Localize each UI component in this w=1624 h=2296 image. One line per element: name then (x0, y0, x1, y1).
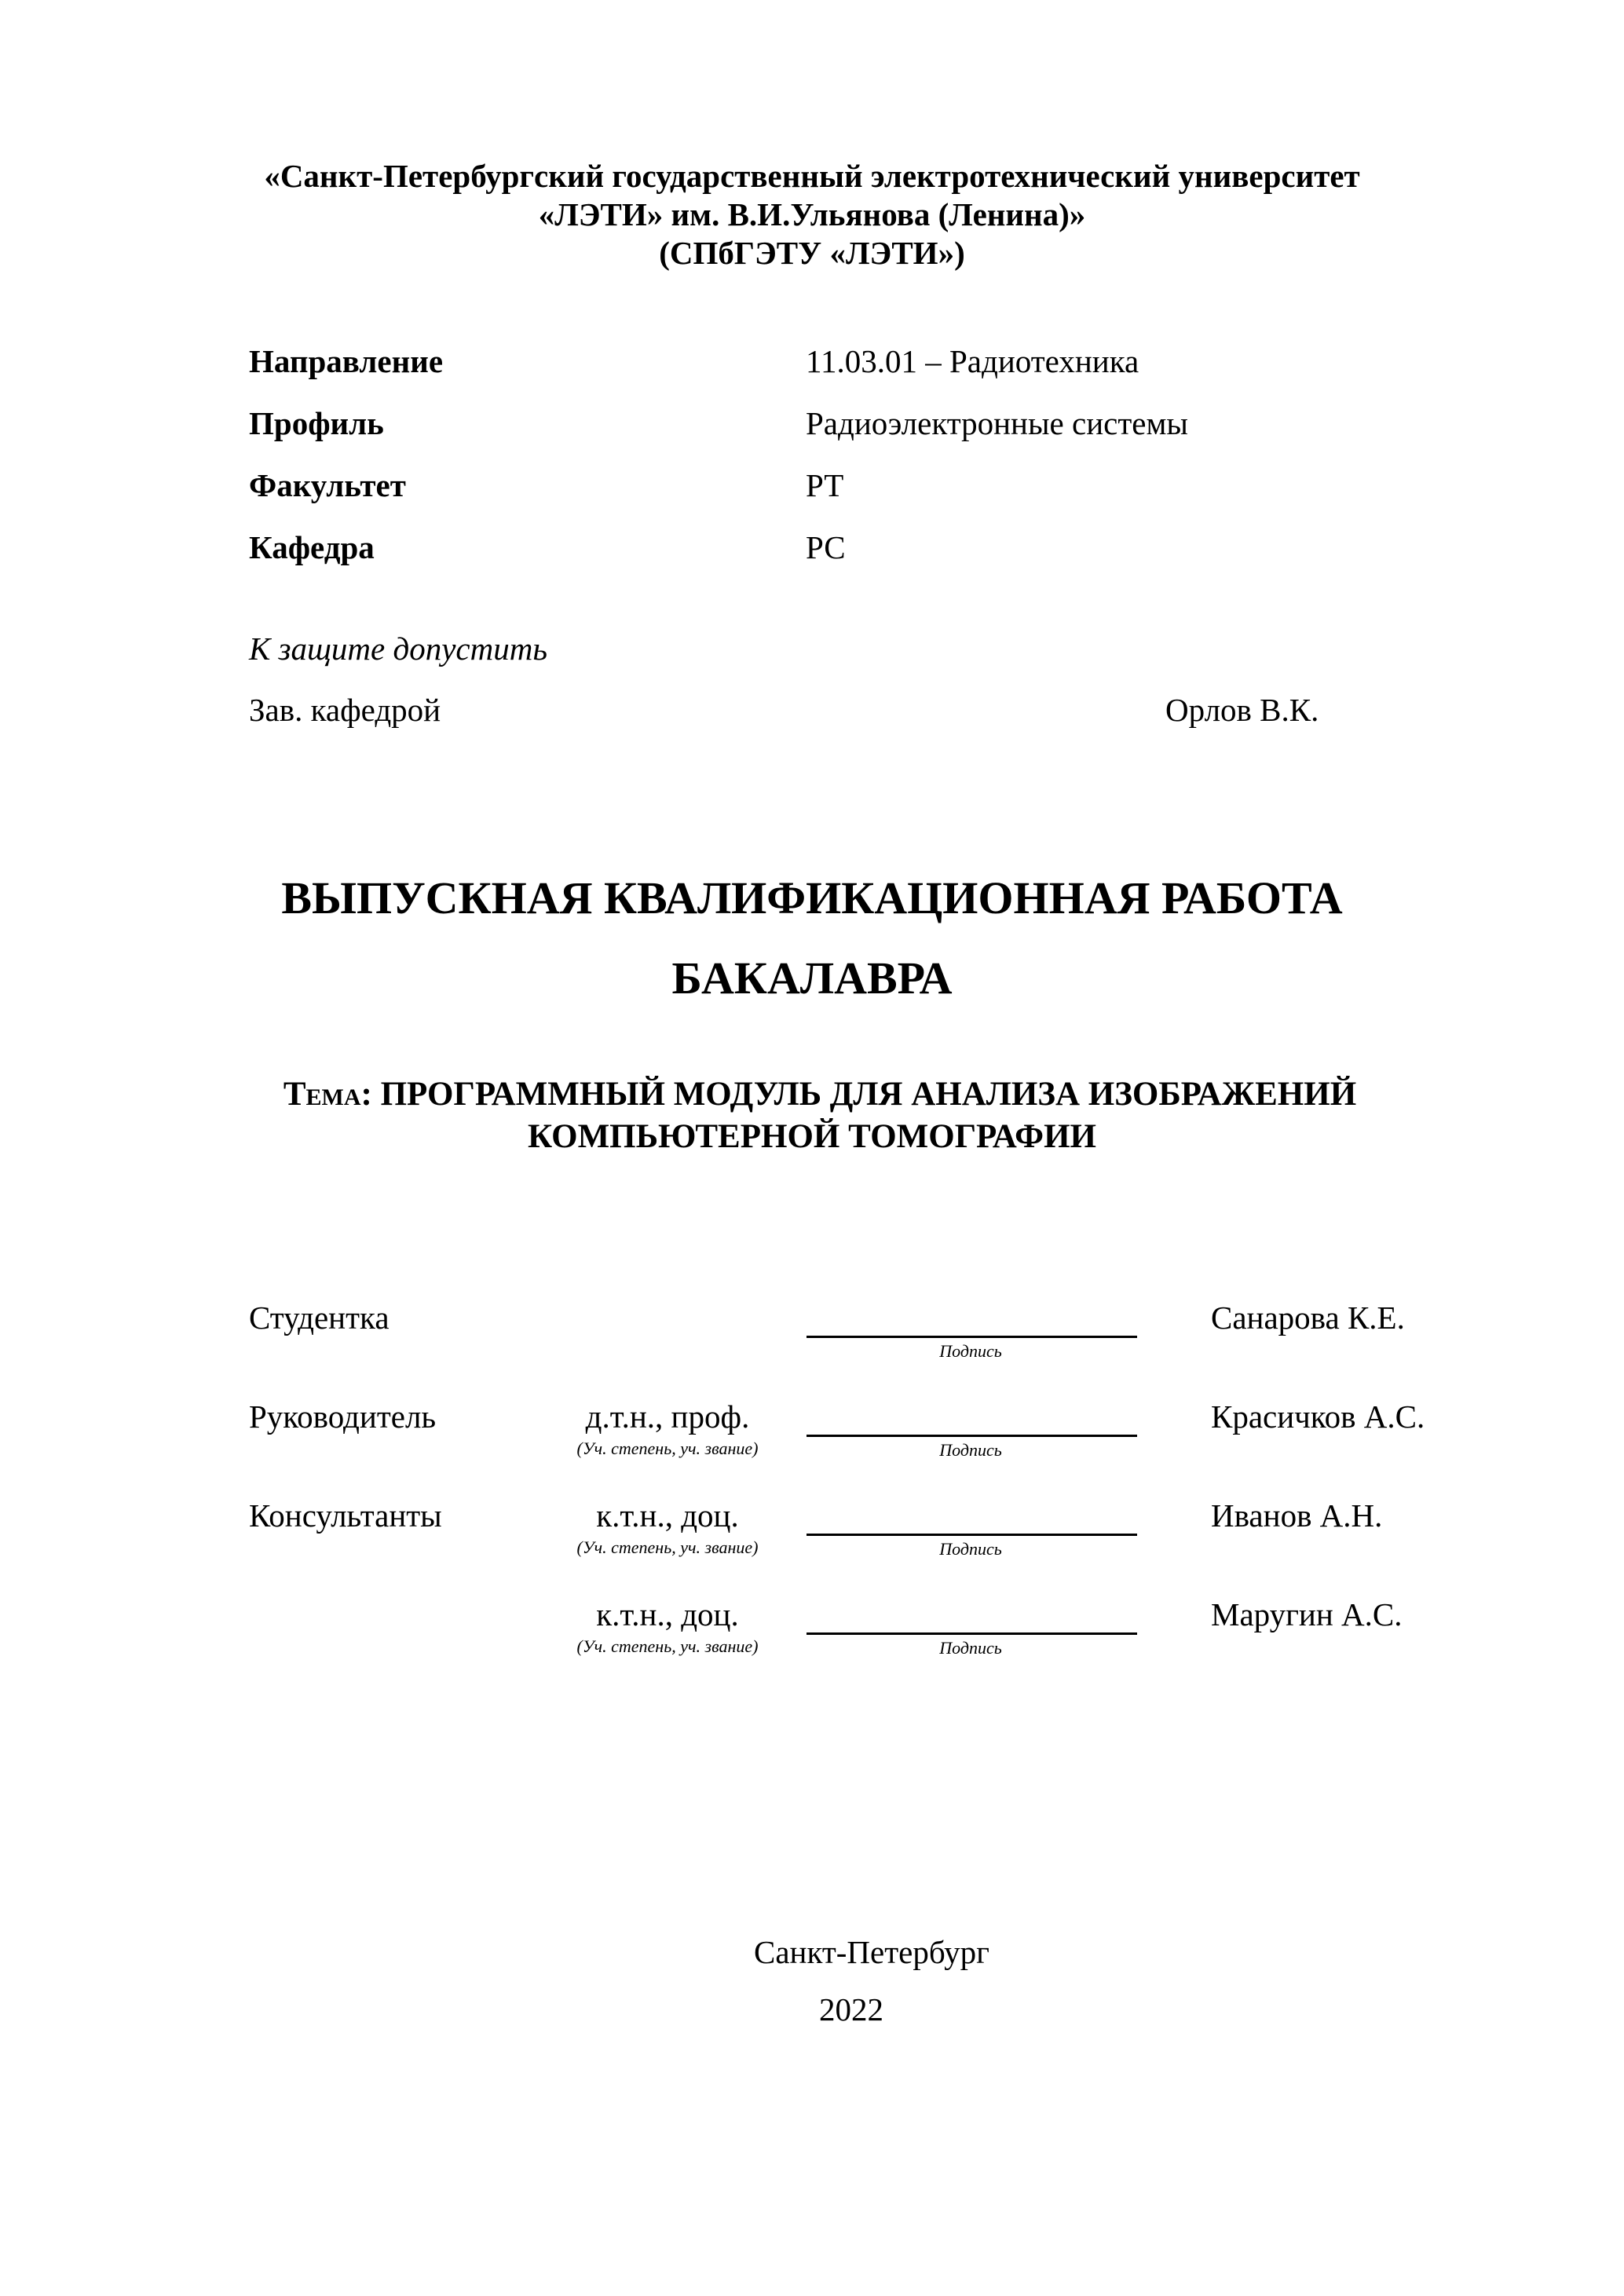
degree-caption: (Уч. степень, уч. звание) (576, 1636, 759, 1656)
info-value-faculty: РТ (806, 467, 844, 503)
signature-degree-consultant-1: к.т.н., доц. (596, 1497, 739, 1534)
document-title-line-1: ВЫПУСКНАЯ КВАЛИФИКАЦИОННАЯ РАБОТА (281, 872, 1343, 923)
degree-caption: (Уч. степень, уч. звание) (576, 1439, 759, 1458)
signature-line-consultant-1[interactable] (807, 1534, 1137, 1536)
footer-city: Санкт-Петербург (754, 1934, 989, 1970)
signature-caption: Подпись (939, 1638, 1002, 1658)
signature-role-student: Студентка (249, 1300, 390, 1336)
degree-caption: (Уч. степень, уч. звание) (576, 1537, 759, 1557)
signature-degree-consultant-2: к.т.н., доц. (596, 1596, 739, 1632)
university-abbreviation: (СПбГЭТУ «ЛЭТИ») (659, 235, 965, 271)
info-label-profile: Профиль (249, 405, 384, 441)
approval-note: К защите допустить (249, 631, 547, 667)
theme-colon: : (360, 1076, 372, 1113)
info-value-profile: Радиоэлектронные системы (806, 405, 1188, 441)
theme-line-1 (0, 1074, 1624, 1115)
footer-year: 2022 (819, 1991, 883, 2027)
info-label-direction: Направление (249, 343, 444, 379)
info-label-department: Кафедра (249, 529, 375, 565)
signature-line-consultant-2[interactable] (807, 1632, 1137, 1635)
info-value-direction: 11.03.01 – Радиотехника (806, 343, 1139, 379)
signature-role-supervisor: Руководитель (249, 1398, 437, 1435)
university-name-line-1: «Санкт-Петербургский государственный электротехнический университет (264, 158, 1360, 194)
signature-name-consultant-1: Иванов А.Н. (1211, 1497, 1383, 1534)
info-label-faculty: Факультет (249, 467, 406, 503)
signature-role-consultants: Консультанты (249, 1497, 442, 1534)
theme-text-1: ПРОГРАММНЫЙ МОДУЛЬ ДЛЯ АНАЛИЗА ИЗОБРАЖЕНИЙ (371, 1076, 1357, 1113)
university-name-line-2: «ЛЭТИ» им. В.И.Ульянова (Ленина)» (538, 196, 1086, 232)
signature-name-supervisor: Красичков А.С. (1211, 1398, 1425, 1435)
approval-name: Орлов В.К. (1165, 692, 1319, 728)
signature-line-supervisor[interactable] (807, 1435, 1137, 1437)
signature-name-student: Санарова К.Е. (1211, 1300, 1405, 1336)
signature-line-student[interactable] (807, 1336, 1137, 1338)
signature-name-consultant-2: Маругин А.С. (1211, 1596, 1403, 1632)
document-title-line-2: БАКАЛАВРА (671, 952, 953, 1004)
theme-prefix: Тема (283, 1076, 361, 1113)
signature-degree-supervisor: д.т.н., проф. (585, 1398, 750, 1435)
theme-line-2: КОМПЬЮТЕРНОЙ ТОМОГРАФИИ (528, 1118, 1096, 1155)
info-value-department: РС (806, 529, 846, 565)
signature-caption: Подпись (939, 1440, 1002, 1460)
approval-role: Зав. кафедрой (249, 692, 441, 728)
signature-caption: Подпись (939, 1341, 1002, 1361)
signature-caption: Подпись (939, 1539, 1002, 1559)
